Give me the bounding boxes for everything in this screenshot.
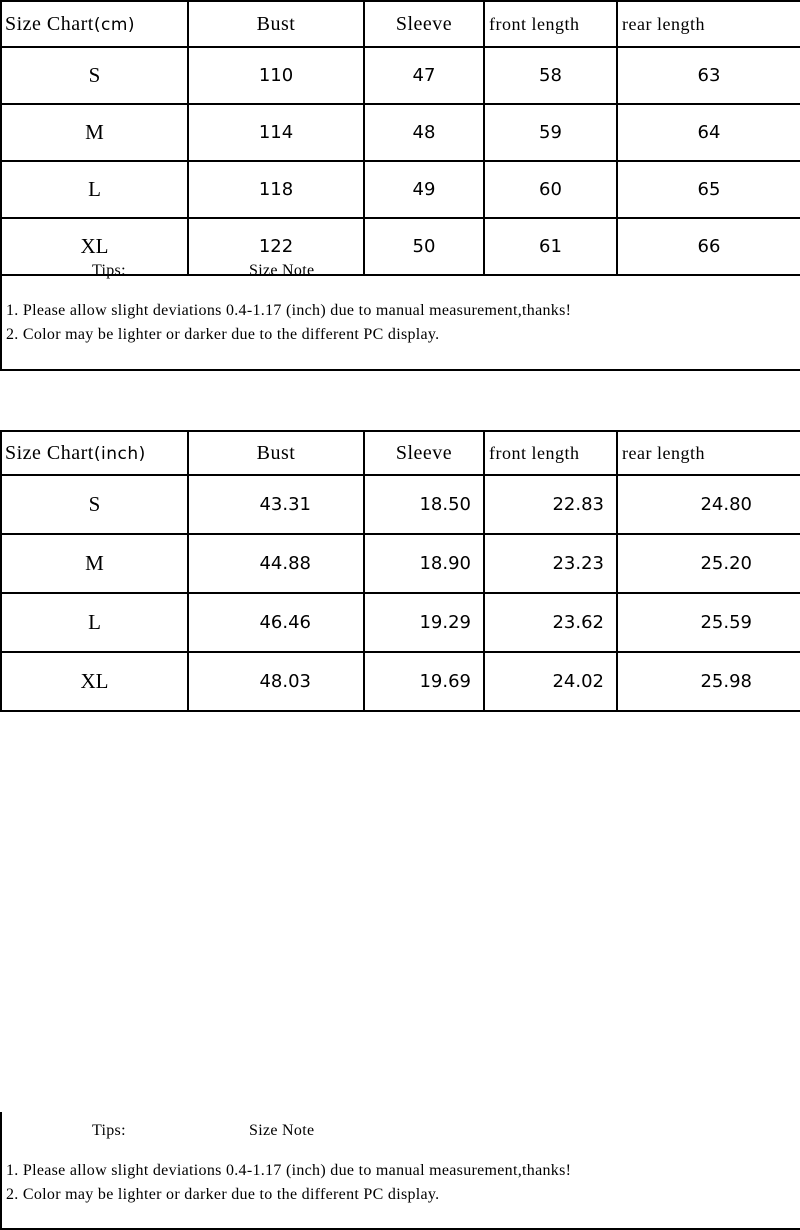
bust-value: 43.31 (188, 475, 364, 534)
bust-value: 44.88 (188, 534, 364, 593)
size-label: XL (1, 652, 188, 711)
front-length-value: 23.62 (484, 593, 617, 652)
unit-label: (cm) (93, 14, 136, 35)
front-length-value: 22.83 (484, 475, 617, 534)
bust-value: 114 (188, 104, 364, 161)
rear-length-value: 65 (617, 161, 800, 218)
size-note-label: Size Note (249, 262, 315, 279)
rear-length-value: 25.20 (617, 534, 800, 593)
front-length-value: 61 (484, 218, 617, 275)
size-table-inch (0, 430, 800, 712)
table-row (1, 47, 800, 104)
table-row (1, 652, 800, 711)
rear-length-value: 66 (617, 218, 800, 275)
title-cell (1, 1, 188, 47)
header-row (1, 431, 800, 475)
bust-value: 122 (188, 218, 364, 275)
sleeve-value: 18.90 (364, 534, 484, 593)
column-header-sleeve: Sleeve (364, 431, 484, 475)
tips-label: Tips: (92, 1122, 126, 1139)
table-row (1, 475, 800, 534)
tips-label: Tips: (92, 262, 126, 279)
size-note-label: Size Note (249, 1122, 315, 1139)
size-label: L (1, 593, 188, 652)
table-row (1, 593, 800, 652)
bust-value: 48.03 (188, 652, 364, 711)
column-header-bust: Bust (188, 1, 364, 47)
size-label: L (1, 161, 188, 218)
header-row (1, 1, 800, 47)
rear-length-value: 25.59 (617, 593, 800, 652)
rear-length-value: 63 (617, 47, 800, 104)
sleeve-value: 48 (364, 104, 484, 161)
front-length-value: 59 (484, 104, 617, 161)
bust-value: 118 (188, 161, 364, 218)
table-row (1, 534, 800, 593)
size-chart-cm (0, 0, 800, 371)
sleeve-value: 19.29 (364, 593, 484, 652)
note-line-2: 2. Color may be lighter or darker due to the different PC display. (6, 1186, 440, 1203)
front-length-value: 60 (484, 161, 617, 218)
bust-value: 110 (188, 47, 364, 104)
size-label: XL (1, 218, 188, 275)
front-length-value: 24.02 (484, 652, 617, 711)
sleeve-value: 50 (364, 218, 484, 275)
unit-label: (inch) (93, 443, 146, 464)
front-length-value: 58 (484, 47, 617, 104)
table-row (1, 161, 800, 218)
rear-length-value: 24.80 (617, 475, 800, 534)
notes-box (0, 1112, 800, 1230)
sleeve-value: 18.50 (364, 475, 484, 534)
note-line-1: 1. Please allow slight deviations 0.4-1.17 (inch) due to manual measurement,thanks! (6, 302, 572, 319)
rear-length-value: 25.98 (617, 652, 800, 711)
chart-title: Size Chart (5, 12, 94, 35)
note-line-1: 1. Please allow slight deviations 0.4-1.17 (inch) due to manual measurement,thanks! (6, 1162, 572, 1179)
column-header-sleeve: Sleeve (364, 1, 484, 47)
column-header-rear-length: rear length (617, 431, 800, 475)
column-header-rear-length: rear length (617, 1, 800, 47)
sleeve-value: 47 (364, 47, 484, 104)
size-label: S (1, 475, 188, 534)
rear-length-value: 64 (617, 104, 800, 161)
table-row (1, 104, 800, 161)
notes-box (0, 252, 800, 371)
bust-value: 46.46 (188, 593, 364, 652)
column-header-bust: Bust (188, 431, 364, 475)
sleeve-value: 19.69 (364, 652, 484, 711)
size-table-cm (0, 0, 800, 276)
size-label: S (1, 47, 188, 104)
chart-title: Size Chart (5, 441, 94, 464)
note-line-2: 2. Color may be lighter or darker due to the different PC display. (6, 326, 440, 343)
title-cell (1, 431, 188, 475)
size-label: M (1, 104, 188, 161)
column-header-front-length: front length (484, 1, 617, 47)
column-header-front-length: front length (484, 431, 617, 475)
size-chart-inch (0, 430, 800, 1203)
sleeve-value: 49 (364, 161, 484, 218)
front-length-value: 23.23 (484, 534, 617, 593)
size-label: M (1, 534, 188, 593)
